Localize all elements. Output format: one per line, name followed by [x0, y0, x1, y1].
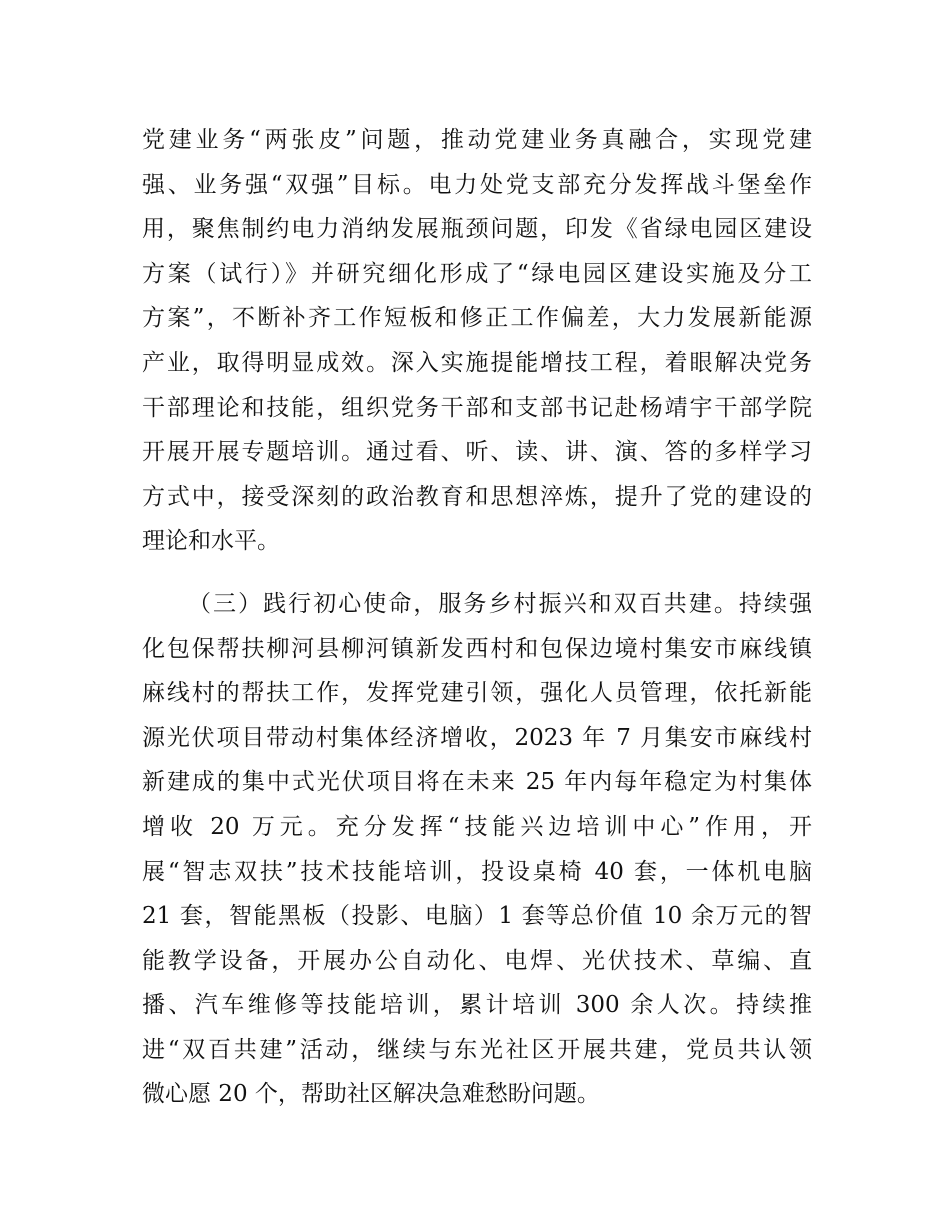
text-line: 进“双百共建”活动，继续与东光社区开展共建，党员共认领 [142, 1036, 812, 1063]
document-body [142, 118, 812, 1117]
text-line: 化包保帮扶柳河县柳河镇新发西村和包保边境村集安市麻线镇 [142, 635, 812, 662]
section-heading-line: （三）践行初心使命，服务乡村振兴和双百共建。持续强 [188, 590, 812, 617]
paragraph-party-building [142, 118, 812, 564]
text-line: 党建业务“两张皮”问题，推动党建业务真融合，实现党建 [142, 127, 812, 153]
text-line: 增收 20 万元。充分发挥“技能兴边培训中心”作用，开 [142, 813, 812, 840]
text-line: 21 套，智能黑板（投影、电脑）1 套等总价值 10 余万元的智 [142, 903, 812, 930]
text-line: 理论和水平。 [142, 528, 280, 555]
text-line: 开展开展专题培训。通过看、听、读、讲、演、答的多样学习 [142, 439, 812, 466]
paragraph-spacer [142, 564, 812, 582]
text-line: 播、汽车维修等技能培训，累计培训 300 余人次。持续推 [142, 992, 812, 1019]
text-line: 源光伏项目带动村集体经济增收，2023 年 7 月集安市麻线村 [142, 724, 812, 751]
text-line: 用，聚焦制约电力消纳发展瓶颈问题，印发《省绿电园区建设 [142, 216, 812, 243]
paragraph-rural-revitalization [142, 582, 812, 1117]
text-line: 方案（试行）》并研究细化形成了“绿电园区建设实施及分工 [142, 260, 812, 287]
text-line: 干部理论和技能，组织党务干部和支部书记赴杨靖宇干部学院 [142, 394, 812, 421]
text-line: 能教学设备，开展办公自动化、电焊、光伏技术、草编、直 [142, 947, 812, 974]
text-line: 产业，取得明显成效。深入实施提能增技工程，着眼解决党务 [142, 349, 812, 376]
text-line: 微心愿 20 个，帮助社区解决急难愁盼问题。 [142, 1081, 600, 1108]
text-line: 方式中，接受深刻的政治教育和思想淬炼，提升了党的建设的 [142, 483, 812, 510]
text-line: 展“智志双扶”技术技能培训，投设桌椅 40 套，一体机电脑 [142, 858, 812, 885]
text-line: 新建成的集中式光伏项目将在未来 25 年内每年稳定为村集体 [142, 769, 812, 796]
text-line: 方案”，不断补齐工作短板和修正工作偏差，大力发展新能源 [142, 305, 812, 332]
text-line: 麻线村的帮扶工作，发挥党建引领，强化人员管理，依托新能 [142, 680, 812, 707]
text-line: 强、业务强“双强”目标。电力处党支部充分发挥战斗堡垒作 [142, 171, 812, 198]
